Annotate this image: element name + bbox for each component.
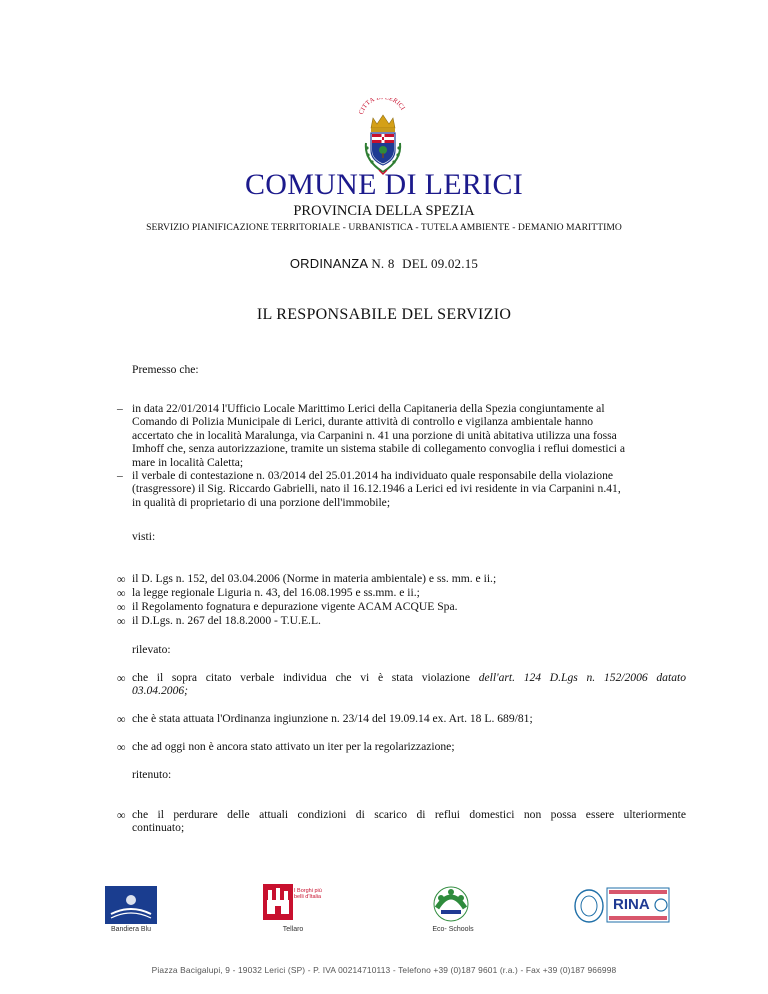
footer-address: Piazza Bacigalupi, 9 - 19032 Lerici (SP) - P. IVA 00214710113 - Telefono +39 (0)187 9601 (r.a.) - Fax +39 (0)187 966998 [151, 965, 617, 975]
text-line: continuato; [132, 821, 185, 835]
infinity-bullet: ∞ [117, 808, 126, 822]
visti-heading: visti: [132, 530, 156, 543]
text-line [132, 684, 686, 697]
tellaro-label: Tellaro [282, 926, 304, 933]
blue-flag-logo [105, 886, 157, 929]
borghi-label: I Borghi più belli d'Italia [294, 888, 322, 900]
province-subtitle: PROVINCIA DELLA SPEZIA [293, 203, 475, 219]
visti-item: la legge regionale Liguria n. 43, del 16.08.1995 e ss.mm. e ii.; [132, 586, 420, 599]
infinity-bullet: ∞ [117, 671, 126, 685]
ordinance-number: N. 8 [371, 256, 395, 271]
rilevato-item-3: che ad oggi non è ancora stato attivato un iter per la regolarizzazione; [132, 740, 455, 753]
text-line: (trasgressore) il Sig. Riccardo Gabrielli, nato il 16.12.1946 a Lerici ed ivi residente in via Carpanini n.41, [132, 482, 621, 496]
infinity-bullet: ∞ [117, 712, 126, 726]
infinity-bullet: ∞ [117, 614, 126, 628]
text-line [132, 671, 686, 684]
text-span: che il sopra citato verbale individua che vi è stata violazione [132, 671, 471, 684]
page-title: COMUNE DI LERICI [244, 168, 524, 201]
premesso-item-2 [132, 469, 686, 509]
infinity-bullet: ∞ [117, 586, 126, 600]
ordinance-date: DEL 09.02.15 [402, 256, 479, 271]
text-line: il verbale di contestazione n. 03/2014 del 25.01.2014 ha individuato quale responsabile della violazione [132, 469, 614, 482]
rilevato-heading: rilevato: [132, 643, 171, 656]
infinity-bullet: ∞ [117, 740, 126, 754]
eco-schools-label: Eco- Schools [432, 926, 474, 933]
ritenuto-item [132, 808, 686, 835]
dash-bullet: – [117, 469, 123, 482]
text-line: accertato che in località Maralunga, via Carpanini n. 41 una porzione di unità abitativa utilizza una fossa [132, 428, 617, 442]
infinity-bullet: ∞ [117, 572, 126, 586]
visti-item: il D.Lgs. n. 267 del 18.8.2000 - T.U.E.L. [132, 614, 321, 627]
text-line: Comando di Polizia Municipale di Lerici, durante attività di controllo e vigilanza ambientale hanno [132, 415, 594, 429]
eco-schools-logo [431, 884, 471, 927]
visti-item: il Regolamento fognatura e depurazione vigente ACAM ACQUE Spa. [132, 600, 458, 613]
footer-logos [95, 882, 675, 942]
rilevato-item-2: che è stata attuata l'Ordinanza ingiunzione n. 23/14 del 19.09.14 ex. Art. 18 L. 689/81; [132, 712, 533, 725]
text-line: che il perdurare delle attuali condizioni di scarico di reflui domestici non possa essere ulteriormente [132, 808, 686, 821]
borghi-logo [263, 884, 293, 925]
italic-span: 03.04.2006; [132, 684, 189, 698]
rina-certification-logo [573, 882, 673, 935]
premesso-heading: Premesso che: [132, 363, 199, 376]
ordinance-label: ORDINANZA [289, 256, 368, 271]
rina-label: RINA [613, 896, 650, 913]
text-line: in data 22/01/2014 l'Ufficio Locale Marittimo Lerici della Capitaneria della Spezia congiuntamente al [132, 402, 605, 415]
service-line: SERVIZIO PIANIFICAZIONE TERRITORIALE - URBANISTICA - TUTELA AMBIENTE - DEMANIO MARITTIMO [146, 222, 622, 233]
infinity-bullet: ∞ [117, 600, 126, 614]
rilevato-item-1 [132, 671, 686, 698]
responsible-heading: IL RESPONSABILE DEL SERVIZIO [256, 306, 512, 323]
crest-text: CITTÀ ERICI [357, 98, 406, 116]
italic-span: dell'art. 124 D.Lgs n. 152/2006 datato [478, 671, 687, 684]
text-line: Imhoff che, senza autorizzazione, tramite un sistema stabile di collegamento convoglia i reflui domestici a [132, 442, 625, 456]
visti-item: il D. Lgs n. 152, del 03.04.2006 (Norme in materia ambientale) e ss. mm. e ii.; [132, 572, 497, 585]
blue-flag-label: Bandiera Blu [110, 926, 152, 933]
text-line: in qualità di proprietario di una porzione dell'immobile; [132, 495, 391, 509]
text-line: mare in località Caletta; [132, 455, 244, 469]
svg-text:CITTÀ DI LERICI [358, 98, 406, 115]
ritenuto-heading: ritenuto: [132, 768, 172, 781]
premesso-item-1 [132, 402, 686, 469]
dash-bullet: – [117, 402, 123, 415]
ordinance-heading [0, 256, 768, 272]
